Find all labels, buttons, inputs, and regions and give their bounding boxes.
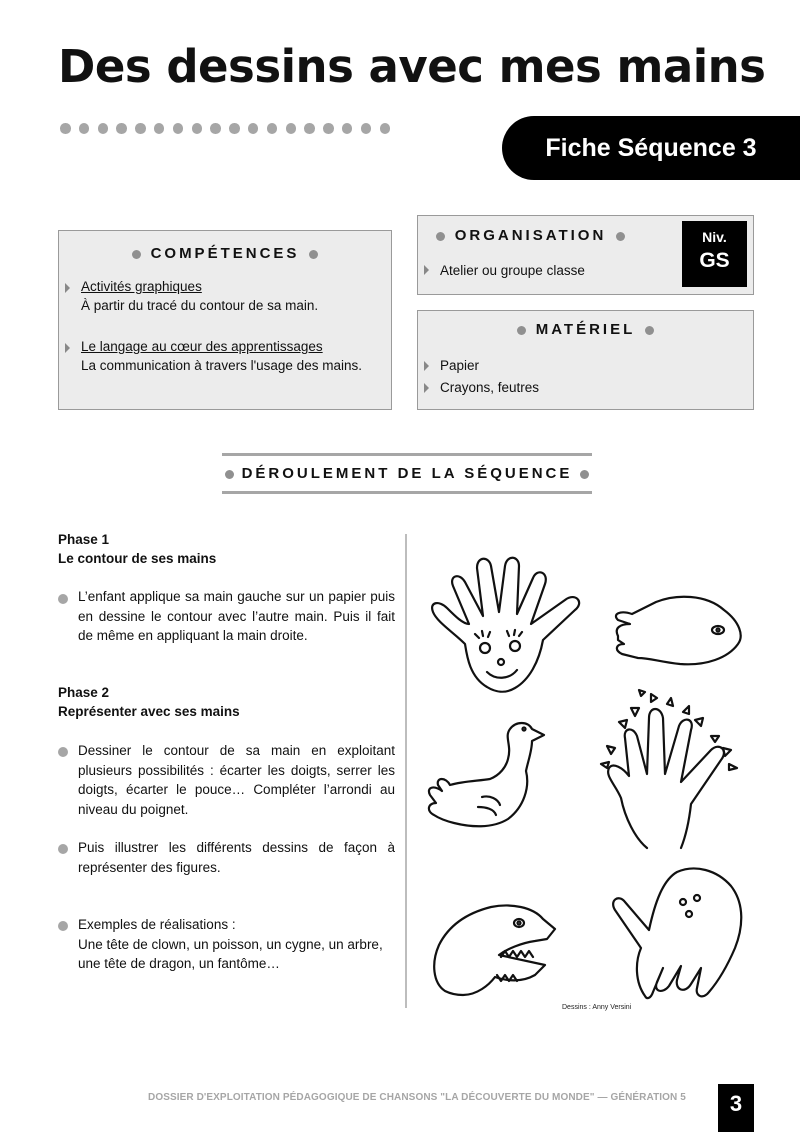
section-rule-bottom [222, 491, 592, 494]
paragraph-bullet-icon [58, 844, 68, 854]
phase1-heading: Phase 1 Le contour de ses mains [58, 532, 217, 566]
materiel-heading: MATÉRIEL [418, 311, 753, 338]
examples-paragraph: Exemples de réalisations : Une tête de clown, un poisson, un cygne, un arbre, une tête de dragon, un fantôme… [78, 917, 383, 971]
triangle-bullet-icon [424, 361, 429, 371]
triangle-bullet-icon [65, 343, 70, 353]
fish-hand-icon [610, 588, 750, 678]
competence-item: Activités graphiques À partir du tracé du contour de sa main. [81, 279, 319, 313]
ghost-hand-icon [605, 862, 755, 1002]
phase2-paragraph: Puis illustrer les différents dessins de façon à représenter des figures. [78, 840, 395, 875]
competences-heading: COMPÉTENCES [59, 231, 391, 262]
materiel-box [417, 310, 754, 410]
competence-item: Le langage au cœur des apprentissages La communication à travers l'usage des mains. [81, 339, 362, 373]
dragon-hand-icon [425, 895, 575, 1000]
tree-hand-icon [595, 688, 750, 853]
paragraph-bullet-icon [58, 921, 68, 931]
clown-hand-icon [425, 552, 605, 697]
sequence-tab: Fiche Séquence 3 [502, 116, 800, 180]
illustration-credit: Dessins : Anny Versini [562, 1004, 632, 1011]
decorative-dots [60, 123, 390, 134]
phase2-heading: Phase 2 Représenter avec ses mains [58, 685, 240, 719]
triangle-bullet-icon [424, 265, 429, 275]
page-number: 3 [718, 1084, 754, 1132]
column-divider [405, 534, 407, 1008]
materiel-item: Crayons, feutres [440, 380, 540, 395]
materiel-item: Papier [440, 358, 480, 373]
footer-text: DOSSIER D'EXPLOITATION PÉDAGOGIQUE DE CHANSONS "LA DÉCOUVERTE DU MONDE" — GÉNÉRATION 5 [148, 1092, 686, 1103]
organisation-heading: ORGANISATION [418, 216, 643, 244]
phase1-paragraph: L’enfant applique sa main gauche sur un papier puis en dessine le contour avec l’autre main. Puis il fait de même en appliquant la main droite. [78, 589, 395, 643]
triangle-bullet-icon [65, 283, 70, 293]
swan-hand-icon [420, 715, 605, 835]
organisation-text: Atelier ou groupe classe [440, 263, 585, 278]
paragraph-bullet-icon [58, 594, 68, 604]
paragraph-bullet-icon [58, 747, 68, 757]
level-badge: Niv. GS [682, 221, 747, 287]
competences-box [58, 230, 392, 410]
section-rule-top [222, 453, 592, 456]
page-title: Des dessins avec mes mains [58, 40, 766, 93]
deroulement-heading: DÉROULEMENT DE LA SÉQUENCE [222, 465, 592, 482]
triangle-bullet-icon [424, 383, 429, 393]
phase2-paragraph: Dessiner le contour de sa main en exploitant plusieurs possibilités : écarter les doigts, serrer les doigts, écarter le pouce… Compléter l’arrondi au niveau du poignet. [78, 743, 395, 817]
